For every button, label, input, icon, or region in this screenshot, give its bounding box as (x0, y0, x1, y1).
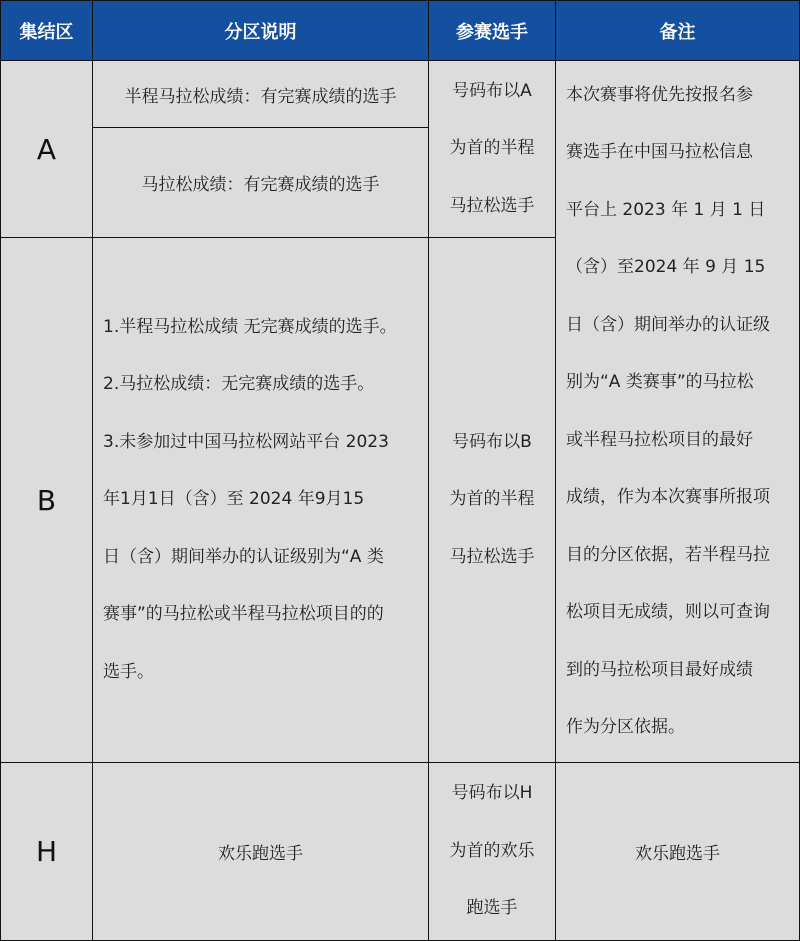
zone-b: B (0, 237, 93, 763)
zone-a-desc-half: 半程马拉松成绩：有完赛成绩的选手 (92, 60, 429, 128)
text-line: 平台上 2023 年 1 月 1 日 (566, 199, 766, 220)
text-line: 赛事”的马拉松或半程马拉松项目的的 (103, 604, 384, 625)
zone-a: A (0, 60, 93, 238)
text-line: 成绩，作为本次赛事所报项 (566, 487, 770, 507)
text-line: 本次赛事将优先按报名参 (566, 84, 753, 105)
text-line: 号码布以B (452, 431, 532, 452)
text-line: 号码布以H (451, 783, 533, 804)
remarks-ab (555, 60, 800, 763)
zone-h-runners (428, 762, 556, 941)
text-line: 为首的半程 (449, 489, 535, 510)
text-line: 1.半程马拉松成绩 无完赛成绩的选手。 (103, 316, 397, 337)
header-zone: 集结区 (0, 0, 93, 61)
text-line: 跑选手 (466, 898, 518, 919)
zone-h: H (0, 762, 93, 941)
zone-h-remark: 欢乐跑选手 (555, 762, 800, 941)
text-line: 年1月1日（含）至 2024 年9月15 (103, 489, 365, 510)
text-line: 日（含）期间举办的认证级 (566, 314, 770, 335)
text-line: 号码布以A (452, 80, 532, 101)
zone-h-desc: 欢乐跑选手 (92, 762, 429, 941)
text-line: 到的马拉松项目最好成绩 (566, 659, 753, 680)
text-line: 别为“A 类赛事”的马拉松 (566, 372, 754, 392)
text-line: 松项目无成绩，则以可查询 (566, 602, 770, 622)
text-line: 选手。 (103, 661, 154, 682)
zone-a-desc-full: 马拉松成绩：有完赛成绩的选手 (92, 127, 429, 238)
text-line: 赛选手在中国马拉松信息 (566, 142, 753, 162)
header-description: 分区说明 (92, 0, 429, 61)
text-line: 马拉松选手 (449, 195, 535, 216)
zone-b-desc (92, 237, 429, 763)
text-line: 为首的半程 (449, 138, 535, 159)
text-line: 为首的欢乐 (449, 840, 535, 861)
zone-b-runners (428, 237, 556, 763)
header-remarks: 备注 (555, 0, 800, 61)
text-line: 日（含）期间举办的认证级别为“A 类 (103, 546, 384, 567)
zone-a-runners (428, 60, 556, 238)
text-line: （含）至2024 年 9 月 15 (566, 257, 766, 277)
text-line: 3.未参加过中国马拉松网站平台 2023 (103, 431, 389, 452)
text-line: 目的分区依据，若半程马拉 (566, 544, 770, 565)
text-line: 或半程马拉松项目的最好 (566, 429, 753, 450)
header-runners: 参赛选手 (428, 0, 556, 61)
text-line: 作为分区依据。 (566, 717, 685, 737)
text-line: 马拉松选手 (449, 546, 535, 567)
text-line: 2.马拉松成绩：无完赛成绩的选手。 (103, 374, 375, 395)
